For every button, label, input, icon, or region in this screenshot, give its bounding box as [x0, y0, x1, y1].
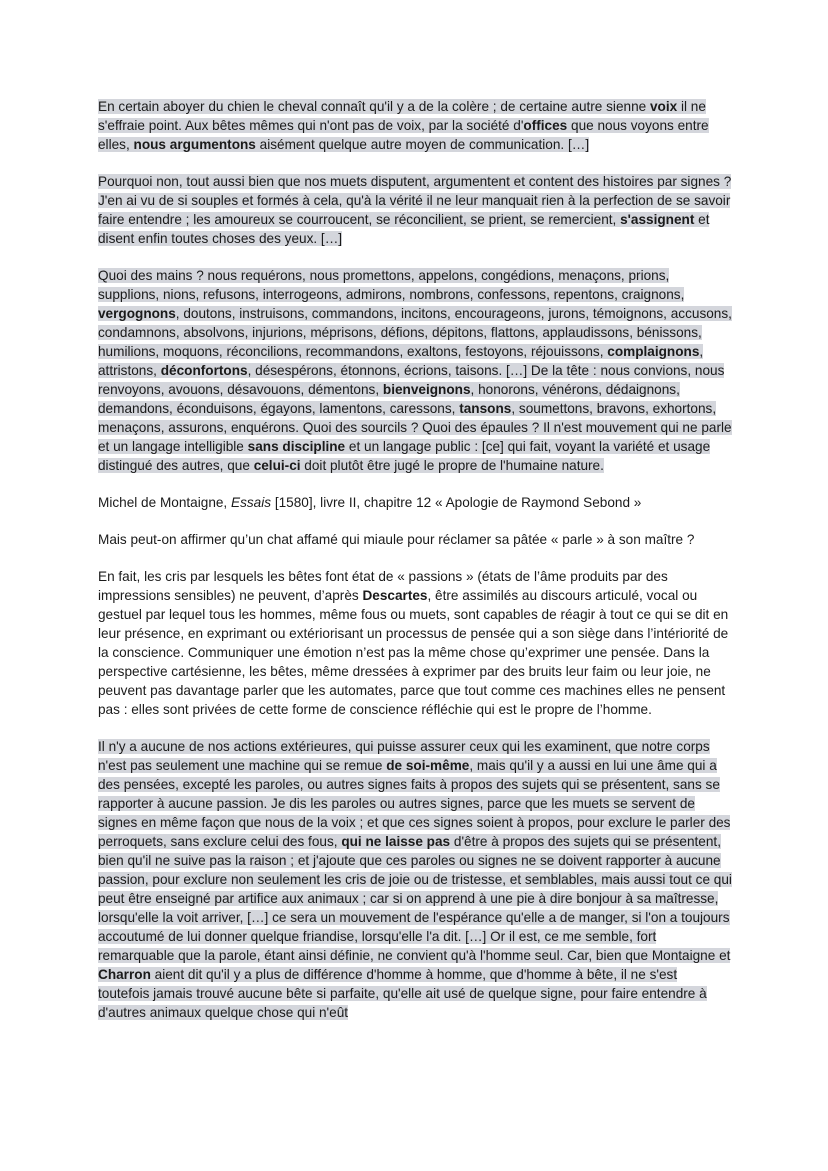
- paragraph-text: [98, 495, 641, 510]
- paragraph: [98, 97, 732, 154]
- bold-term: nous argumentons: [133, 137, 256, 152]
- text-run: En certain aboyer du chien le cheval connaît qu'il y a de la colère ; de certaine autre sienne: [98, 99, 650, 114]
- text-run: , mais qu'il y a aussi en lui une âme qui a des pensées, excepté les paroles, ou autres signes faits à propos des sujets qui se présentent, sans se rapporter à aucune passion. Je dis les paroles ou autres signes, parce que les muets se servent de signes en même façon que nous de la voix ; et que ces signes soient à propos, pour exclure le parler des perroquets, sans exclure celui des fous,: [98, 758, 731, 849]
- bold-term: complaignons: [607, 344, 700, 359]
- text-run: Mais peut-on affirmer qu’un chat affamé qui miaule pour réclamer sa pâtée « parle » à son maître ?: [98, 532, 695, 547]
- text-run: aient dit qu'il y a plus de différence d'homme à homme, que d'homme à bête, il ne s'est toutefois jamais trouvé aucune bête si parfaite, qu'elle ait usé de quelque signe, pour faire entendre à d'autres animaux quelque chose qui n'eût: [98, 967, 707, 1020]
- text-run: Pourquoi non, tout aussi bien que nos muets disputent, argumentent et content des histoires par signes ? J'en ai vu de si souples et formés à cela, qu'à la vérité il ne leur manquait rien à la perfection de se savoir faire entendre ; les amoureux se courroucent, se réconcilient, se prient, se remercient,: [98, 174, 732, 227]
- text-run: et disent enfin toutes choses des yeux. […]: [98, 212, 710, 246]
- bold-term: celui-ci: [253, 458, 301, 473]
- bold-term: vergognons: [98, 306, 176, 321]
- bold-term: bienveignons: [382, 382, 471, 397]
- citation: [98, 493, 732, 512]
- text-run: , honorons, vénérons, dédaignons, demandons, éconduisons, égayons, lamentons, caressons,: [98, 382, 680, 416]
- bold-term: Charron: [98, 967, 151, 982]
- text-run: il ne s'effraie point. Aux bêtes mêmes qui n'ont pas de voix, par la société d': [98, 99, 706, 133]
- text-run: et un langage public : [ce] qui fait, voyant la variété et usage distingué des autres, que: [98, 439, 711, 473]
- text-run: , désespérons, étonnons, écrions, taisons. […] De la tête : nous convions, nous renvoyons, avouons, désavouons, démentons,: [98, 363, 725, 397]
- text-run: , soumettons, bravons, exhortons, menaçons, assurons, enquérons. Quoi des sourcils ? Quoi des épaules ? Il n'est mouvement qui ne parle et un langage intelligible: [98, 401, 732, 454]
- text-run: d'être à propos des sujets qui se présentent, bien qu'il ne suive pas la raison ; et j'ajoute que ces paroles ou signes ne se doivent rapporter à aucune passion, pour exclure non seulement les cris de joie ou de tristesse, et semblables, mais aussi tout ce qui peut être enseigné par artifice aux animaux ; car si on apprend à une pie à dire bonjour à sa maîtresse, lorsqu'elle la voit arriver, […] ce sera un mouvement de l'espérance qu'elle a de manger, si l'on a toujours accoutumé de lui donner quelque friandise, lorsqu'elle l'a dit. […] Or il est, ce me semble, fort remarquable que la parole, étant ainsi définie, ne convient qu'à l'homme seul. Car, bien que Montaigne et: [98, 834, 732, 963]
- text-run: , être assimilés au discours articulé, vocal ou gestuel par lequel tous les hommes, même fous ou muets, sont capables de réagir à tout ce qui se dit en leur présence, en exprimant ou extériorisant un processus de pensée qui a son siège dans l’intériorité de la conscience. Communiquer une émotion n’est pas la même chose qu’exprimer une pensée. Dans la perspective cartésienne, les bêtes, même dressées à exprimer par des bruits leur faim ou leur joie, ne peuvent pas davantage parler que les automates, parce que tout comme ces machines elles ne pensent pas : elles sont privées de cette forme de conscience réfléchie qui est le propre de l’homme.: [98, 588, 729, 717]
- paragraph-text: [98, 268, 732, 473]
- bold-term: de soi-même: [386, 758, 470, 773]
- question-paragraph: [98, 530, 732, 549]
- paragraph: [98, 737, 732, 1022]
- bold-term: sans discipline: [247, 439, 346, 454]
- paragraph-text: [98, 99, 709, 152]
- paragraph-text: [98, 739, 732, 1020]
- bold-term: offices: [523, 118, 568, 133]
- paragraph-text: [98, 569, 728, 717]
- paragraph: [98, 567, 732, 719]
- text-run: que nous voyons entre elles,: [98, 118, 709, 152]
- bold-term: voix: [649, 99, 678, 114]
- paragraph-text: [98, 532, 694, 547]
- bold-term: qui ne laisse pas: [341, 834, 451, 849]
- text-run: Il n'y a aucune de nos actions extérieures, qui puisse assurer ceux qui les examinent, que notre corps n'est pas seulement une machine qui se remue: [98, 739, 710, 773]
- paragraph: [98, 266, 732, 475]
- text-run: , attristons,: [98, 344, 704, 378]
- bold-term: Descartes: [362, 588, 428, 603]
- text-run: Michel de Montaigne,: [98, 495, 231, 510]
- text-run: aisément quelque autre moyen de communication. […]: [255, 137, 590, 152]
- text-run: Quoi des mains ? nous requérons, nous promettons, appelons, congédions, menaçons, prions, supplions, nions, refusons, interrogeons, admirons, nombrons, confessons, repentons, craignons,: [98, 268, 685, 302]
- paragraph-text: [98, 174, 731, 246]
- bold-term: tansons: [459, 401, 512, 416]
- paragraph: [98, 172, 732, 248]
- italic-title: Essais: [231, 495, 272, 510]
- text-run: En fait, les cris par lesquels les bêtes font état de « passions » (états de l’âme produits par des impressions sensibles) ne peuvent, d’après: [98, 569, 668, 603]
- text-run: [1580], livre II, chapitre 12 « Apologie de Raymond Sebond »: [271, 495, 642, 510]
- text-run: , doutons, instruisons, commandons, incitons, encourageons, jurons, témoignons, accusons, condamnons, absolvons, injurions, méprisons, défions, dépitons, flattons, applaudissons, bénissons, humilions, moquons, réconcilions, recommandons, exaltons, festoyons, réjouissons,: [98, 306, 732, 359]
- text-run: doit plutôt être jugé le propre de l'humaine nature.: [300, 458, 604, 473]
- bold-term: déconfortons: [160, 363, 248, 378]
- bold-term: s'assignent: [620, 212, 695, 227]
